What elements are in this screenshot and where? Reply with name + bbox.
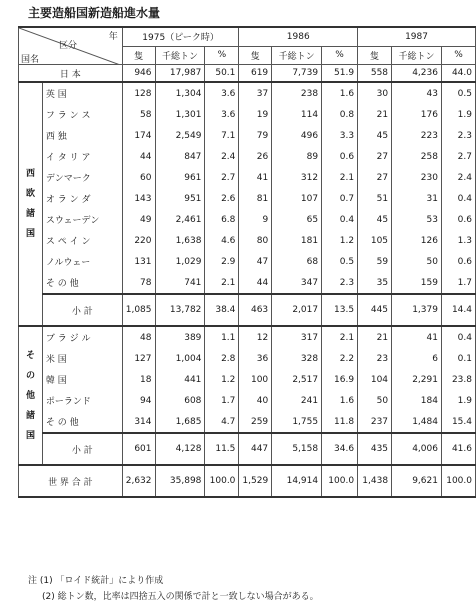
value-cell: 107 [272,188,322,209]
country-name: ノルウェー [42,251,122,272]
header-kubun: 区分 [59,41,78,51]
value-cell: 1.2 [205,369,239,390]
country-name: そ の 他 [42,272,122,294]
western_europe-group-label [19,82,43,326]
header-diagonal-cell [19,27,123,65]
value-cell: 11.8 [322,411,358,433]
value-cell: 105 [358,230,392,251]
value-cell: 2.7 [205,167,239,188]
value-cell: 447 [239,433,272,465]
value-cell: 59 [358,251,392,272]
value-cell: 79 [239,125,272,146]
value-cell: 50.1 [205,65,239,83]
value-cell: 0.7 [322,188,358,209]
value-cell: 174 [122,125,155,146]
group-label-char: 他 [25,390,35,401]
value-cell: 23.8 [441,369,475,390]
value-cell: 41 [392,326,442,348]
group-label-char: 西 [25,169,35,179]
country-name: そ の 他 [42,411,122,433]
unit-header: 隻 [358,46,392,64]
value-cell: 14.4 [441,294,475,326]
value-cell: 1.9 [441,104,475,125]
value-cell: 220 [122,230,155,251]
header-kokumei: 国名 [21,55,40,65]
country-name: 西 独 [42,125,122,146]
group-label-char: 国 [25,229,35,239]
value-cell: 4.7 [205,411,239,433]
value-cell: 0.4 [322,209,358,230]
table-row [19,369,476,390]
value-cell: 0.6 [441,251,475,272]
value-cell: 50 [392,251,442,272]
value-cell: 5,158 [272,433,322,465]
group-label-char: そ [25,350,35,361]
value-cell: 3.3 [322,125,358,146]
table-row-subtotal [19,294,476,326]
country-name: 英 国 [42,82,122,104]
value-cell: 13.5 [322,294,358,326]
value-cell: 961 [155,167,205,188]
value-cell: 1,085 [122,294,155,326]
unit-header: % [205,46,239,64]
value-cell: 2.1 [322,167,358,188]
subtotal-label: 小 計 [42,294,122,326]
table-row [19,272,476,294]
value-cell: 100.0 [205,465,239,497]
value-cell: 23 [358,348,392,369]
country-name: 米 国 [42,348,122,369]
value-cell: 2,632 [122,465,155,497]
value-cell: 2.2 [322,348,358,369]
value-cell: 58 [122,104,155,125]
note-1: 注 (1) 「ロイド統計」により作成 [28,576,164,586]
value-cell: 181 [272,230,322,251]
value-cell: 184 [392,390,442,411]
value-cell: 53 [392,209,442,230]
country-name: イ タ リ ア [42,146,122,167]
note-2: (2) 総トン数，比率は四捨五入の関係で計と一致しない場合がある。 [42,592,319,602]
table-row [19,82,476,104]
value-cell: 2.1 [322,326,358,348]
table-row [19,125,476,146]
table-row [19,348,476,369]
value-cell: 60 [122,167,155,188]
value-cell: 104 [358,369,392,390]
value-cell: 30 [358,82,392,104]
value-cell: 1.1 [205,326,239,348]
value-cell: 619 [239,65,272,83]
value-cell: 601 [122,433,155,465]
value-cell: 0.6 [322,146,358,167]
value-cell: 45 [358,209,392,230]
value-cell: 241 [272,390,322,411]
value-cell: 128 [122,82,155,104]
value-cell: 43 [392,82,442,104]
value-cell: 0.1 [441,348,475,369]
value-cell: 2.3 [322,272,358,294]
value-cell: 328 [272,348,322,369]
group-label-char: 諸 [25,410,35,421]
value-cell: 26 [239,146,272,167]
value-cell: 2.9 [205,251,239,272]
value-cell: 1.9 [441,390,475,411]
value-cell: 19 [239,104,272,125]
value-cell: 2.4 [205,146,239,167]
value-cell: 34.6 [322,433,358,465]
group-label-char: 国 [25,430,35,441]
unit-header: % [441,46,475,64]
table-row [19,167,476,188]
value-cell: 2,017 [272,294,322,326]
value-cell: 317 [272,326,322,348]
value-cell: 2,291 [392,369,442,390]
value-cell: 2.3 [441,125,475,146]
value-cell: 4,128 [155,433,205,465]
value-cell: 1,685 [155,411,205,433]
value-cell: 89 [272,146,322,167]
value-cell: 7,739 [272,65,322,83]
value-cell: 27 [358,167,392,188]
value-cell: 7.1 [205,125,239,146]
value-cell: 65 [272,209,322,230]
value-cell: 40 [239,390,272,411]
value-cell: 41.6 [441,433,475,465]
country-name: デンマーク [42,167,122,188]
country-name: ブ ラ ジ ル [42,326,122,348]
value-cell: 51 [358,188,392,209]
value-cell: 1,638 [155,230,205,251]
value-cell: 114 [272,104,322,125]
value-cell: 35,898 [155,465,205,497]
value-cell: 1.7 [205,390,239,411]
value-cell: 126 [392,230,442,251]
value-cell: 41 [239,167,272,188]
value-cell: 2.8 [205,348,239,369]
value-cell: 2.4 [441,167,475,188]
value-cell: 21 [358,326,392,348]
value-cell: 143 [122,188,155,209]
value-cell: 38.4 [205,294,239,326]
value-cell: 741 [155,272,205,294]
value-cell: 2.7 [441,146,475,167]
unit-header: % [322,46,358,64]
value-cell: 558 [358,65,392,83]
value-cell: 12 [239,326,272,348]
subtotal-label: 小 計 [42,433,122,465]
value-cell: 1,379 [392,294,442,326]
value-cell: 496 [272,125,322,146]
value-cell: 100.0 [322,465,358,497]
value-cell: 1,029 [155,251,205,272]
value-cell: 176 [392,104,442,125]
table-row [19,230,476,251]
value-cell: 0.4 [441,188,475,209]
value-cell: 127 [122,348,155,369]
value-cell: 4,006 [392,433,442,465]
table-row [19,411,476,433]
value-cell: 2.1 [205,272,239,294]
value-cell: 1,484 [392,411,442,433]
unit-header: 千総トン [272,46,322,64]
value-cell: 2.6 [205,188,239,209]
value-cell: 11.5 [205,433,239,465]
value-cell: 946 [122,65,155,83]
value-cell: 49 [122,209,155,230]
country-name: 韓 国 [42,369,122,390]
value-cell: 100 [239,369,272,390]
value-cell: 13,782 [155,294,205,326]
value-cell: 3.6 [205,104,239,125]
value-cell: 0.6 [441,209,475,230]
value-cell: 347 [272,272,322,294]
others-group-label [19,326,43,465]
value-cell: 0.8 [322,104,358,125]
value-cell: 78 [122,272,155,294]
unit-header: 千総トン [392,46,442,64]
group-label-char: の [25,370,35,381]
value-cell: 2,549 [155,125,205,146]
value-cell: 1,755 [272,411,322,433]
country-name: ポーランド [42,390,122,411]
value-cell: 258 [392,146,442,167]
value-cell: 4,236 [392,65,442,83]
year-header-1: 1986 [239,27,358,46]
value-cell: 80 [239,230,272,251]
value-cell: 463 [239,294,272,326]
country-name: 日 本 [19,65,123,83]
value-cell: 2,461 [155,209,205,230]
value-cell: 1.7 [441,272,475,294]
value-cell: 81 [239,188,272,209]
table-row [19,104,476,125]
header-row-years [19,27,476,46]
value-cell: 16.9 [322,369,358,390]
unit-header: 千総トン [155,46,205,64]
value-cell: 0.5 [441,82,475,104]
value-cell: 94 [122,390,155,411]
country-name: フ ラ ン ス [42,104,122,125]
value-cell: 14,914 [272,465,322,497]
table-row [19,209,476,230]
value-cell: 31 [392,188,442,209]
value-cell: 100.0 [441,465,475,497]
value-cell: 2,517 [272,369,322,390]
value-cell: 314 [122,411,155,433]
table-row [19,188,476,209]
table-row-japan [19,65,476,83]
value-cell: 238 [272,82,322,104]
value-cell: 131 [122,251,155,272]
value-cell: 608 [155,390,205,411]
value-cell: 951 [155,188,205,209]
table-row-world-total [19,465,476,497]
value-cell: 21 [358,104,392,125]
value-cell: 44.0 [441,65,475,83]
table-row [19,390,476,411]
value-cell: 45 [358,125,392,146]
value-cell: 4.6 [205,230,239,251]
value-cell: 435 [358,433,392,465]
value-cell: 1,438 [358,465,392,497]
value-cell: 0.4 [441,326,475,348]
value-cell: 9,621 [392,465,442,497]
value-cell: 230 [392,167,442,188]
value-cell: 50 [358,390,392,411]
value-cell: 47 [239,251,272,272]
table-row [19,326,476,348]
value-cell: 312 [272,167,322,188]
value-cell: 3.6 [205,82,239,104]
year-header-0: 1975（ピーク時） [122,27,239,46]
shipbuilding-table [18,26,476,498]
year-header-2: 1987 [358,27,476,46]
value-cell: 847 [155,146,205,167]
value-cell: 35 [358,272,392,294]
country-name: オ ラ ン ダ [42,188,122,209]
table-row-subtotal [19,433,476,465]
value-cell: 445 [358,294,392,326]
world-total-label: 世 界 合 計 [19,465,123,497]
value-cell: 15.4 [441,411,475,433]
page-title: 主要造船国新造船進水量 [28,6,161,20]
value-cell: 68 [272,251,322,272]
table-row [19,146,476,167]
value-cell: 44 [122,146,155,167]
group-label-char: 欧 [25,189,35,199]
value-cell: 1.6 [322,390,358,411]
value-cell: 389 [155,326,205,348]
value-cell: 441 [155,369,205,390]
value-cell: 6 [392,348,442,369]
value-cell: 51.9 [322,65,358,83]
country-name: スウェーデン [42,209,122,230]
unit-header: 隻 [239,46,272,64]
value-cell: 259 [239,411,272,433]
value-cell: 27 [358,146,392,167]
value-cell: 1,004 [155,348,205,369]
value-cell: 223 [392,125,442,146]
value-cell: 0.5 [322,251,358,272]
value-cell: 1.6 [322,82,358,104]
value-cell: 1.3 [441,230,475,251]
value-cell: 237 [358,411,392,433]
table-row [19,251,476,272]
country-name: ス ペ イ ン [42,230,122,251]
value-cell: 9 [239,209,272,230]
header-nen: 年 [108,32,118,42]
value-cell: 1.2 [322,230,358,251]
group-label-char: 諸 [25,209,35,219]
value-cell: 48 [122,326,155,348]
value-cell: 6.8 [205,209,239,230]
value-cell: 17,987 [155,65,205,83]
value-cell: 18 [122,369,155,390]
value-cell: 1,529 [239,465,272,497]
value-cell: 36 [239,348,272,369]
value-cell: 159 [392,272,442,294]
value-cell: 37 [239,82,272,104]
notes [28,573,319,605]
value-cell: 1,301 [155,104,205,125]
unit-header: 隻 [122,46,155,64]
value-cell: 1,304 [155,82,205,104]
value-cell: 44 [239,272,272,294]
